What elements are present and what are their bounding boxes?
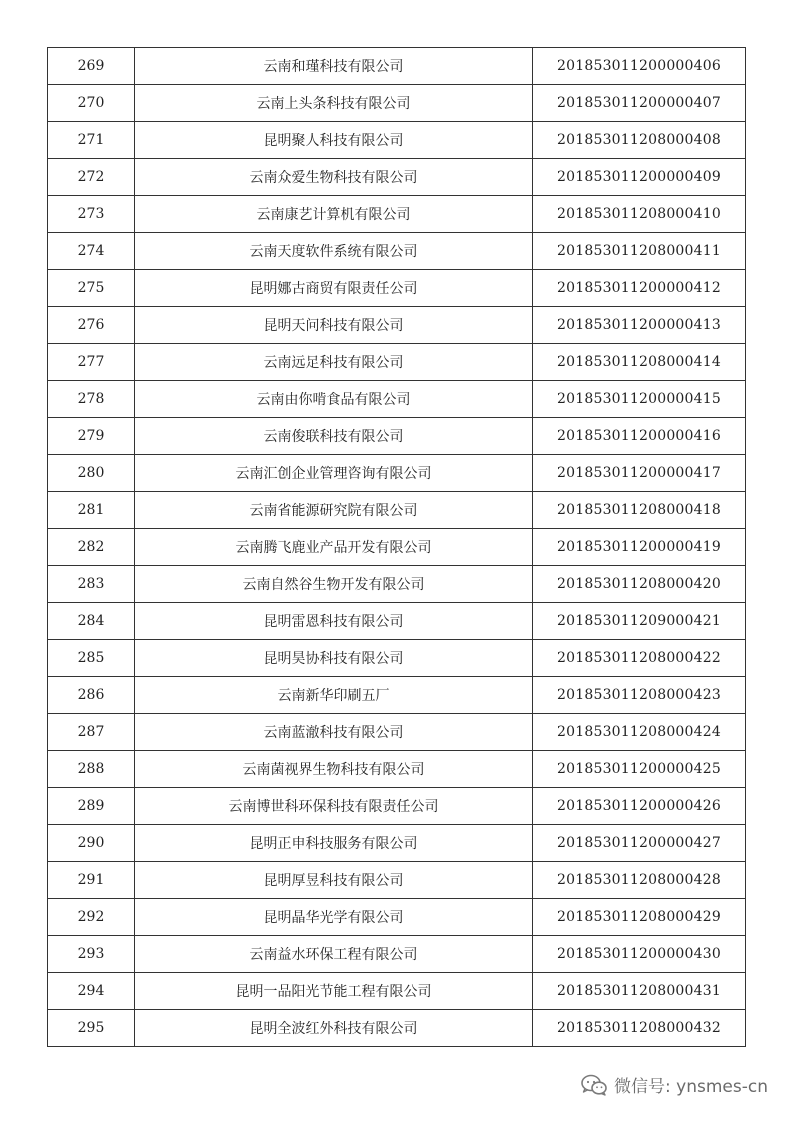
row-number-cell: 293 [48, 936, 135, 973]
table-row [48, 936, 746, 973]
company-registry-table-body [48, 48, 746, 1047]
registration-code-cell: 201853011208000431 [533, 973, 746, 1010]
registration-code-cell: 201853011200000416 [533, 418, 746, 455]
company-name-cell: 云南康艺计算机有限公司 [135, 196, 533, 233]
row-number-cell: 287 [48, 714, 135, 751]
registration-code-cell: 201853011208000422 [533, 640, 746, 677]
table-row [48, 529, 746, 566]
company-name-cell: 昆明全波红外科技有限公司 [135, 1010, 533, 1047]
table-row [48, 714, 746, 751]
table-row [48, 48, 746, 85]
registration-code-cell: 201853011208000420 [533, 566, 746, 603]
row-number-cell: 269 [48, 48, 135, 85]
company-name-cell: 云南天度软件系统有限公司 [135, 233, 533, 270]
company-name-cell: 昆明正申科技服务有限公司 [135, 825, 533, 862]
wechat-watermark [580, 1072, 768, 1097]
table-row [48, 640, 746, 677]
table-row [48, 307, 746, 344]
row-number-cell: 277 [48, 344, 135, 381]
row-number-cell: 270 [48, 85, 135, 122]
company-name-cell: 云南上头条科技有限公司 [135, 85, 533, 122]
table-row [48, 566, 746, 603]
registration-code-cell: 201853011200000415 [533, 381, 746, 418]
wechat-icon [580, 1073, 608, 1097]
table-row [48, 788, 746, 825]
company-name-cell: 云南益水环保工程有限公司 [135, 936, 533, 973]
row-number-cell: 279 [48, 418, 135, 455]
wechat-id-text: 微信号: ynsmes-cn [614, 1077, 768, 1097]
row-number-cell: 281 [48, 492, 135, 529]
company-name-cell: 云南远足科技有限公司 [135, 344, 533, 381]
registration-code-cell: 201853011200000406 [533, 48, 746, 85]
registration-code-cell: 201853011200000427 [533, 825, 746, 862]
company-name-cell: 云南汇创企业管理咨询有限公司 [135, 455, 533, 492]
row-number-cell: 286 [48, 677, 135, 714]
row-number-cell: 278 [48, 381, 135, 418]
row-number-cell: 290 [48, 825, 135, 862]
registration-code-cell: 201853011200000413 [533, 307, 746, 344]
company-name-cell: 昆明雷恩科技有限公司 [135, 603, 533, 640]
row-number-cell: 274 [48, 233, 135, 270]
company-name-cell: 昆明一品阳光节能工程有限公司 [135, 973, 533, 1010]
table-row [48, 418, 746, 455]
registration-code-cell: 201853011200000407 [533, 85, 746, 122]
registration-code-cell: 201853011208000428 [533, 862, 746, 899]
registration-code-cell: 201853011208000424 [533, 714, 746, 751]
company-registry-table [47, 47, 746, 1047]
registration-code-cell: 201853011208000410 [533, 196, 746, 233]
company-name-cell: 昆明聚人科技有限公司 [135, 122, 533, 159]
row-number-cell: 272 [48, 159, 135, 196]
row-number-cell: 280 [48, 455, 135, 492]
row-number-cell: 275 [48, 270, 135, 307]
table-row [48, 122, 746, 159]
table-row [48, 85, 746, 122]
row-number-cell: 284 [48, 603, 135, 640]
table-row [48, 270, 746, 307]
company-name-cell: 云南博世科环保科技有限责任公司 [135, 788, 533, 825]
registration-code-cell: 201853011208000418 [533, 492, 746, 529]
company-name-cell: 昆明天问科技有限公司 [135, 307, 533, 344]
table-row [48, 825, 746, 862]
registration-code-cell: 201853011200000412 [533, 270, 746, 307]
row-number-cell: 276 [48, 307, 135, 344]
company-name-cell: 云南腾飞鹿业产品开发有限公司 [135, 529, 533, 566]
registration-code-cell: 201853011208000429 [533, 899, 746, 936]
company-name-cell: 昆明娜古商贸有限责任公司 [135, 270, 533, 307]
registration-code-cell: 201853011200000419 [533, 529, 746, 566]
row-number-cell: 273 [48, 196, 135, 233]
registration-code-cell: 201853011200000425 [533, 751, 746, 788]
row-number-cell: 283 [48, 566, 135, 603]
registration-code-cell: 201853011208000408 [533, 122, 746, 159]
registration-code-cell: 201853011208000411 [533, 233, 746, 270]
company-name-cell: 昆明昊协科技有限公司 [135, 640, 533, 677]
table-row [48, 862, 746, 899]
row-number-cell: 271 [48, 122, 135, 159]
table-row [48, 677, 746, 714]
row-number-cell: 282 [48, 529, 135, 566]
registration-code-cell: 201853011208000423 [533, 677, 746, 714]
table-row [48, 603, 746, 640]
registration-code-cell: 201853011200000409 [533, 159, 746, 196]
company-name-cell: 云南自然谷生物开发有限公司 [135, 566, 533, 603]
row-number-cell: 285 [48, 640, 135, 677]
row-number-cell: 294 [48, 973, 135, 1010]
table-row [48, 1010, 746, 1047]
registration-code-cell: 201853011200000426 [533, 788, 746, 825]
table-row [48, 381, 746, 418]
company-name-cell: 云南菌视界生物科技有限公司 [135, 751, 533, 788]
table-row [48, 973, 746, 1010]
row-number-cell: 291 [48, 862, 135, 899]
row-number-cell: 289 [48, 788, 135, 825]
registration-code-cell: 201853011209000421 [533, 603, 746, 640]
company-name-cell: 云南由你啃食品有限公司 [135, 381, 533, 418]
registration-code-cell: 201853011208000414 [533, 344, 746, 381]
row-number-cell: 292 [48, 899, 135, 936]
company-name-cell: 云南省能源研究院有限公司 [135, 492, 533, 529]
row-number-cell: 295 [48, 1010, 135, 1047]
company-name-cell: 云南新华印刷五厂 [135, 677, 533, 714]
registration-code-cell: 201853011200000430 [533, 936, 746, 973]
table-row [48, 344, 746, 381]
company-name-cell: 云南和瑾科技有限公司 [135, 48, 533, 85]
company-name-cell: 昆明厚昱科技有限公司 [135, 862, 533, 899]
table-row [48, 899, 746, 936]
registration-code-cell: 201853011200000417 [533, 455, 746, 492]
table-row [48, 159, 746, 196]
company-name-cell: 云南俊联科技有限公司 [135, 418, 533, 455]
table-row [48, 492, 746, 529]
registration-code-cell: 201853011208000432 [533, 1010, 746, 1047]
company-name-cell: 云南蓝澈科技有限公司 [135, 714, 533, 751]
company-name-cell: 云南众爱生物科技有限公司 [135, 159, 533, 196]
company-name-cell: 昆明晶华光学有限公司 [135, 899, 533, 936]
table-row [48, 196, 746, 233]
table-row [48, 233, 746, 270]
table-row [48, 751, 746, 788]
row-number-cell: 288 [48, 751, 135, 788]
table-row [48, 455, 746, 492]
